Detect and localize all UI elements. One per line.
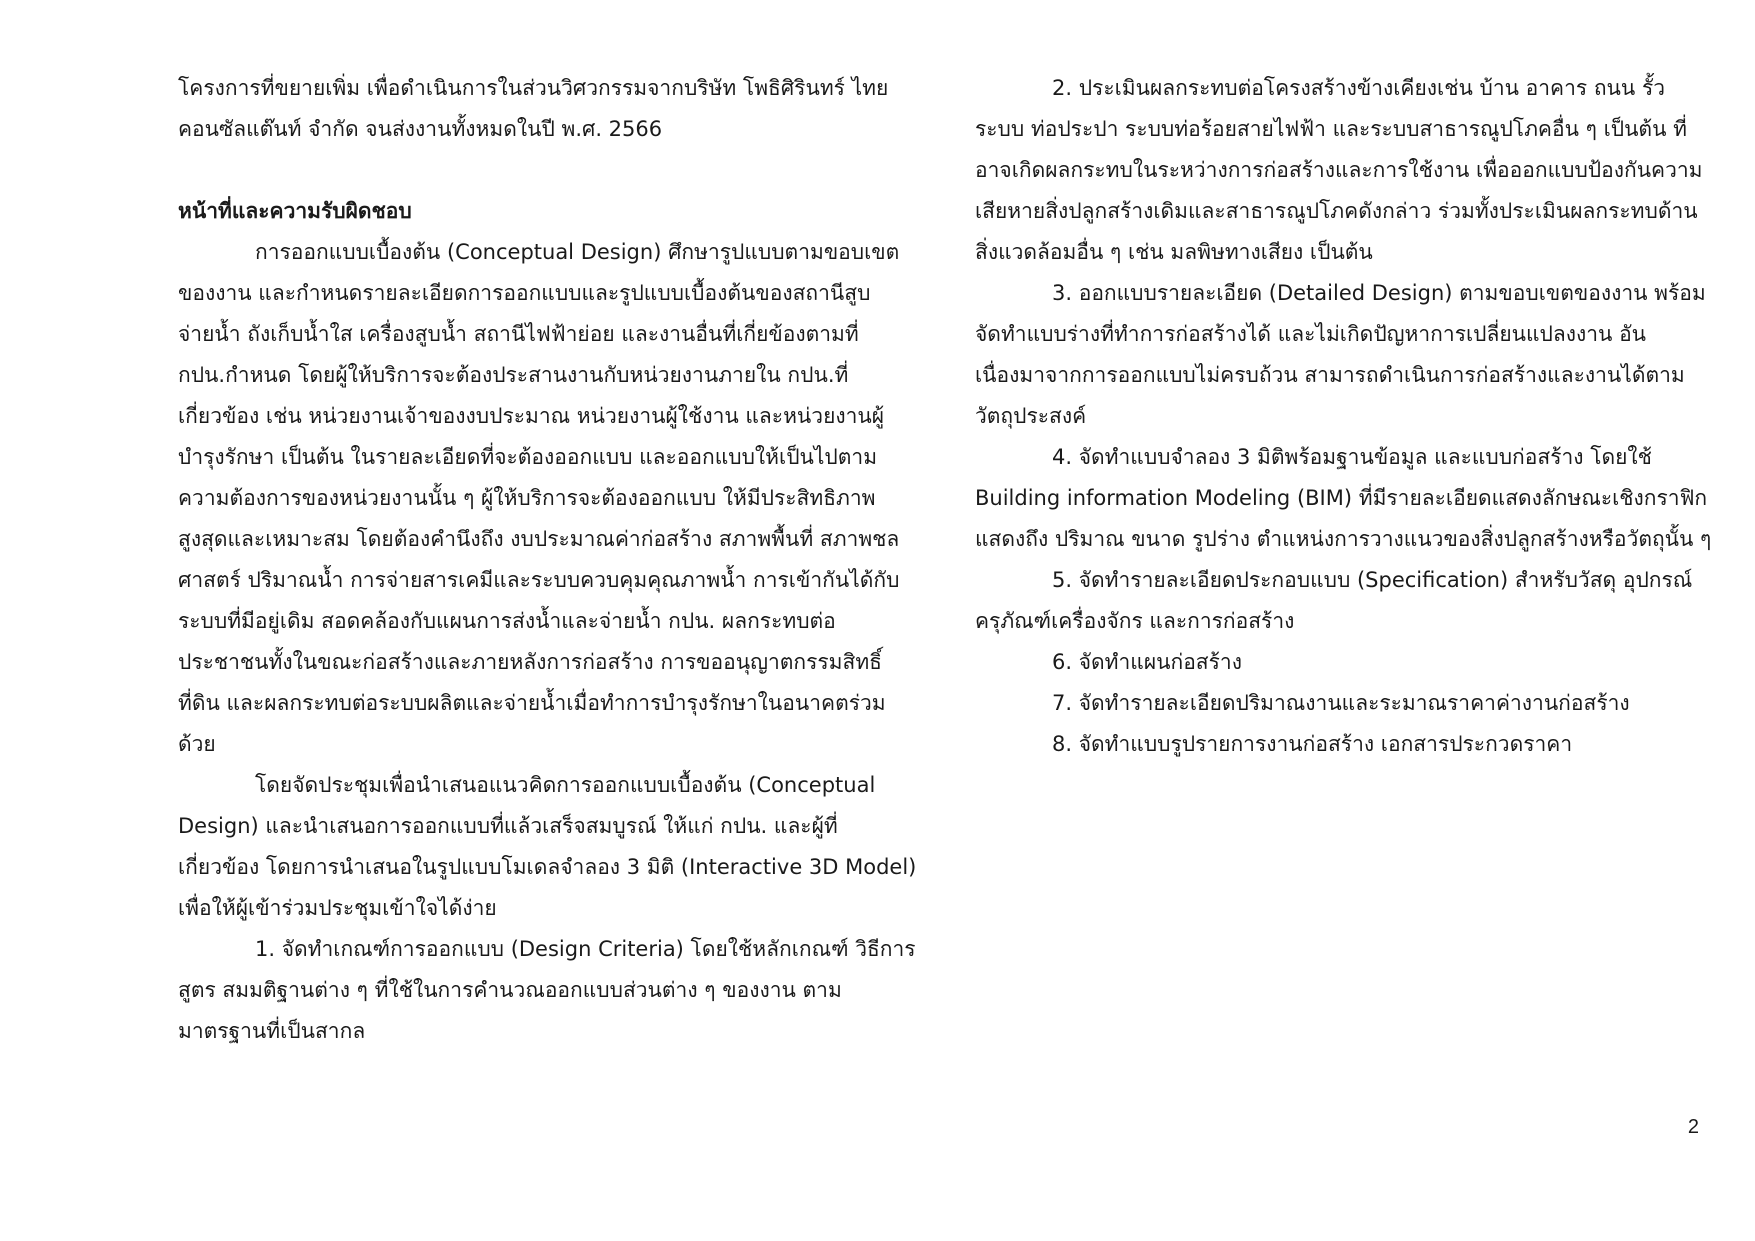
paragraph-line: ประชาชนทั้งในขณะก่อสร้างและภายหลังการก่อสร้าง การขออนุญาตกรรมสิทธิ์ <box>178 650 882 674</box>
paragraph-line: Design) และนำเสนอการออกแบบที่แล้วเสร็จสมบูรณ์ ให้แก่ กปน. และผู้ที่ <box>178 814 838 838</box>
list-item-2-line: 2. ประเมินผลกระทบต่อโครงสร้างข้างเคียงเช่น บ้าน อาคาร ถนน รั้ว <box>1052 76 1666 100</box>
list-item-4-line: Building information Modeling (BIM) ที่มีรายละเอียดแสดงลักษณะเชิงกราฟิก <box>975 486 1708 510</box>
paragraph-line: ศาสตร์ ปริมาณน้ำ การจ่ายสารเคมีและระบบควบคุมคุณภาพน้ำ การเข้ากันได้กับ <box>178 568 900 592</box>
list-item-4-line: แสดงถึง ปริมาณ ขนาด รูปร่าง ตำแหน่งการวางแนวของสิ่งปลูกสร้างหรือวัตถุนั้น ๆ <box>975 527 1712 551</box>
paragraph-line: ด้วย <box>178 732 216 756</box>
list-item-3-line: 3. ออกแบบรายละเอียด (Detailed Design) ตามขอบเขตของงาน พร้อม <box>1052 281 1706 305</box>
paragraph-line: เกี่ยวข้อง เช่น หน่วยงานเจ้าของงบประมาณ หน่วยงานผู้ใช้งาน และหน่วยงานผู้ <box>178 404 885 428</box>
list-item-1-line: 1. จัดทำเกณฑ์การออกแบบ (Design Criteria) โดยใช้หลักเกณฑ์ วิธีการ <box>255 937 916 961</box>
paragraph-line: โดยจัดประชุมเพื่อนำเสนอแนวคิดการออกแบบเบื้องต้น (Conceptual <box>255 773 876 797</box>
list-item-1-line: มาตรฐานที่เป็นสากล <box>178 1019 366 1043</box>
intro-line: คอนซัลแต๊นท์ จำกัด จนส่งงานทั้งหมดในปี พ.ศ. 2566 <box>178 117 663 141</box>
list-item-7: 7. จัดทำรายละเอียดปริมาณงานและระมาณราคาค่างานก่อสร้าง <box>1052 691 1630 715</box>
list-item-2-line: ระบบ ท่อประปา ระบบท่อร้อยสายไฟฟ้า และระบบสาธารณูปโภคอื่น ๆ เป็นต้น ที่ <box>975 117 1687 141</box>
list-item-8: 8. จัดทำแบบรูปรายการงานก่อสร้าง เอกสารประกวดราคา <box>1052 732 1573 756</box>
paragraph-line: การออกแบบเบื้องต้น (Conceptual Design) ศึกษารูปแบบตามขอบเขต <box>255 240 900 264</box>
intro-line: โครงการที่ขยายเพิ่ม เพื่อดำเนินการในส่วนวิศวกรรมจากบริษัท โพธิศิรินทร์ ไทย <box>178 76 889 100</box>
section-heading: หน้าที่และความรับผิดชอบ <box>178 199 412 223</box>
list-item-5-line: 5. จัดทำรายละเอียดประกอบแบบ (Specification) สำหรับวัสดุ อุปกรณ์ <box>1052 568 1693 592</box>
paragraph-line: บำรุงรักษา เป็นต้น ในรายละเอียดที่จะต้องออกแบบ และออกแบบให้เป็นไปตาม <box>178 445 878 469</box>
list-item-2-line: อาจเกิดผลกระทบในระหว่างการก่อสร้างและการใช้งาน เพื่อออกแบบป้องกันความ <box>975 158 1703 182</box>
page-number: 2 <box>1687 1116 1699 1138</box>
list-item-3-line: จัดทำแบบร่างที่ทำการก่อสร้างได้ และไม่เกิดปัญหาการเปลี่ยนแปลงงาน อัน <box>975 322 1647 346</box>
paragraph-line: จ่ายน้ำ ถังเก็บน้ำใส เครื่องสูบน้ำ สถานีไฟฟ้าย่อย และงานอื่นที่เกี่ยข้องตามที่ <box>178 322 859 346</box>
list-item-5-line: ครุภัณฑ์เครื่องจักร และการก่อสร้าง <box>975 609 1295 633</box>
list-item-4-line: 4. จัดทำแบบจำลอง 3 มิติพร้อมฐานข้อมูล และแบบก่อสร้าง โดยใช้ <box>1052 445 1652 469</box>
paragraph-line: ของงาน และกำหนดรายละเอียดการออกแบบและรูปแบบเบื้องต้นของสถานีสูบ <box>178 281 871 305</box>
paragraph-line: ระบบที่มีอยู่เดิม สอดคล้องกับแผนการส่งน้ำและจ่ายน้ำ กปน. ผลกระทบต่อ <box>178 609 836 633</box>
paragraph-line: ความต้องการของหน่วยงานนั้น ๆ ผู้ให้บริการจะต้องออกแบบ ให้มีประสิทธิภาพ <box>178 486 876 510</box>
paragraph-line: เพื่อให้ผู้เข้าร่วมประชุมเข้าใจได้ง่าย <box>178 896 497 920</box>
list-item-3-line: วัตถุประสงค์ <box>975 404 1087 428</box>
list-item-3-line: เนื่องมาจากการออกแบบไม่ครบถ้วน สามารถดำเนินการก่อสร้างและงานได้ตาม <box>975 363 1685 387</box>
list-item-1-line: สูตร สมมติฐานต่าง ๆ ที่ใช้ในการคำนวณออกแบบส่วนต่าง ๆ ของงาน ตาม <box>178 978 842 1002</box>
paragraph-line: ที่ดิน และผลกระทบต่อระบบผลิตและจ่ายน้ำเมื่อทำการบำรุงรักษาในอนาคตร่วม <box>178 691 886 715</box>
list-item-2-line: สิ่งแวดล้อมอื่น ๆ เช่น มลพิษทางเสียง เป็นต้น <box>975 240 1373 264</box>
left-column <box>178 68 917 1052</box>
list-item-2-line: เสียหายสิ่งปลูกสร้างเดิมและสาธารณูปโภคดังกล่าว ร่วมทั้งประเมินผลกระทบด้าน <box>975 199 1698 223</box>
paragraph-line: เกี่ยวข้อง โดยการนำเสนอในรูปแบบโมเดลจำลอง 3 มิติ (Interactive 3D Model) <box>178 855 917 879</box>
right-column <box>975 68 1712 765</box>
list-item-6: 6. จัดทำแผนก่อสร้าง <box>1052 650 1242 674</box>
paragraph-line: สูงสุดและเหมาะสม โดยต้องคำนึงถึง งบประมาณค่าก่อสร้าง สภาพพื้นที่ สภาพชล <box>178 527 900 551</box>
paragraph-line: กปน.กำหนด โดยผู้ให้บริการจะต้องประสานงานกับหน่วยงานภายใน กปน.ที่ <box>178 363 849 387</box>
